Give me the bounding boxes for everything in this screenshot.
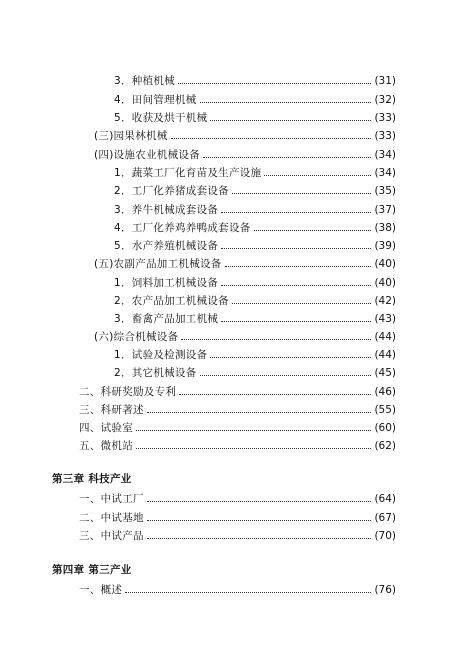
dot-leader: [225, 266, 372, 267]
toc-entry-label: 五、微机站: [79, 440, 133, 452]
toc-entry[interactable]: [94, 127, 396, 143]
toc-entry-label: 2．农产品加工机械设备: [114, 295, 229, 307]
toc-page-number: (45): [374, 367, 396, 379]
toc-page-number: (35): [374, 185, 396, 197]
toc-entry-label: 3．种植机械: [114, 75, 175, 87]
toc-entry[interactable]: [114, 292, 396, 308]
toc-entry[interactable]: [79, 401, 396, 417]
toc-page-number: (44): [374, 349, 396, 361]
dot-leader: [200, 375, 372, 376]
toc-entry-label: 三、科研著述: [79, 404, 144, 416]
toc-entry-label: 一、概述: [79, 584, 123, 596]
toc-entry-label: 二、科研奖励及专利: [79, 386, 177, 398]
toc-entry[interactable]: [114, 219, 396, 235]
toc-entry-label: 4．工厂化养鸡养鸭成套设备: [114, 222, 251, 234]
toc-entry[interactable]: [79, 490, 396, 506]
toc-entry[interactable]: [79, 509, 396, 525]
dot-leader: [232, 303, 371, 304]
chapter-heading: 第四章 第三产业: [52, 564, 132, 576]
toc-entry[interactable]: [114, 182, 396, 198]
toc-entry[interactable]: [79, 437, 396, 453]
toc-entry-label: 5．水产养殖机械设备: [114, 240, 219, 252]
dot-leader: [147, 501, 372, 502]
toc-page-number: (33): [374, 130, 396, 142]
dot-leader: [221, 285, 371, 286]
toc-entry-label: 2．工厂化养猪成套设备: [114, 185, 229, 197]
dot-leader: [125, 592, 371, 593]
toc-entry[interactable]: [114, 346, 396, 362]
toc-page-number: (34): [374, 149, 396, 161]
toc-entry[interactable]: [114, 72, 396, 88]
dot-leader: [179, 394, 371, 395]
toc-entry[interactable]: [79, 383, 396, 399]
toc-page-number: (64): [374, 493, 396, 505]
toc-entry-label: 2．其它机械设备: [114, 367, 197, 379]
toc-entry[interactable]: [114, 310, 396, 326]
dot-leader: [171, 138, 372, 139]
toc-page-number: (67): [374, 512, 396, 524]
toc-page-number: (31): [374, 75, 396, 87]
toc-page-number: (46): [374, 386, 396, 398]
dot-leader: [147, 412, 372, 413]
dot-leader: [221, 212, 371, 213]
toc-page-number: (38): [374, 222, 396, 234]
toc-page-number: (55): [374, 404, 396, 416]
toc-page-number: (32): [374, 94, 396, 106]
toc-page-number: (60): [374, 422, 396, 434]
toc-entry[interactable]: [79, 419, 396, 435]
toc-entry-label: 1．试验及检测设备: [114, 349, 208, 361]
dot-leader: [147, 520, 372, 521]
toc-entry[interactable]: [114, 237, 396, 253]
dot-leader: [136, 448, 371, 449]
toc-page-number: (39): [374, 240, 396, 252]
toc-page-number: (34): [374, 167, 396, 179]
toc-entry-label: 一、中试工厂: [79, 493, 144, 505]
toc-page-number: (76): [374, 584, 396, 596]
toc-page-number: (44): [374, 331, 396, 343]
toc-entry-label: 3．畜禽产品加工机械: [114, 313, 219, 325]
dot-leader: [178, 83, 371, 84]
chapter-heading: 第三章 科技产业: [52, 473, 132, 485]
dot-leader: [210, 120, 371, 121]
toc-entry[interactable]: [94, 255, 396, 271]
toc-entry-label: (五)农副产品加工机械设备: [94, 258, 222, 270]
dot-leader: [221, 248, 371, 249]
dot-leader: [221, 321, 371, 322]
toc-entry-label: 1．饲料加工机械设备: [114, 277, 219, 289]
dot-leader: [200, 102, 372, 103]
toc-entry-label: (六)综合机械设备: [94, 331, 179, 343]
toc-entry[interactable]: [114, 164, 396, 180]
dot-leader: [147, 538, 372, 539]
toc-entry[interactable]: [114, 364, 396, 380]
toc-page-number: (70): [374, 530, 396, 542]
toc-entry[interactable]: [114, 274, 396, 290]
toc-entry-label: 三、中试产品: [79, 530, 144, 542]
dot-leader: [136, 430, 371, 431]
toc-entry-label: 3．养牛机械成套设备: [114, 204, 219, 216]
toc-entry[interactable]: [94, 328, 396, 344]
toc-page-number: (40): [374, 277, 396, 289]
toc-entry-label: (三)园果林机械: [94, 130, 168, 142]
toc-page-number: (42): [374, 295, 396, 307]
dot-leader: [254, 230, 372, 231]
dot-leader: [181, 339, 371, 340]
toc-entry[interactable]: [79, 581, 396, 597]
toc-entry[interactable]: [79, 527, 396, 543]
toc-entry-label: 1．蔬菜工厂化育苗及生产设施: [114, 167, 262, 179]
dot-leader: [232, 193, 371, 194]
toc-entry-label: (四)设施农业机械设备: [94, 149, 200, 161]
toc-entry[interactable]: [114, 91, 396, 107]
toc-entry-label: 5．收获及烘干机械: [114, 112, 208, 124]
toc-entry[interactable]: [114, 109, 396, 125]
toc-page-number: (37): [374, 204, 396, 216]
toc-page-number: (62): [374, 440, 396, 452]
toc-entry-label: 二、中试基地: [79, 512, 144, 524]
dot-leader: [203, 157, 371, 158]
toc-page-number: (43): [374, 313, 396, 325]
toc-entry[interactable]: [94, 146, 396, 162]
toc-entry-label: 四、试验室: [79, 422, 133, 434]
toc-page-number: (33): [374, 112, 396, 124]
dot-leader: [210, 357, 371, 358]
toc-page-number: (40): [374, 258, 396, 270]
toc-entry-label: 4．田间管理机械: [114, 94, 197, 106]
toc-entry[interactable]: [114, 201, 396, 217]
dot-leader: [264, 175, 371, 176]
